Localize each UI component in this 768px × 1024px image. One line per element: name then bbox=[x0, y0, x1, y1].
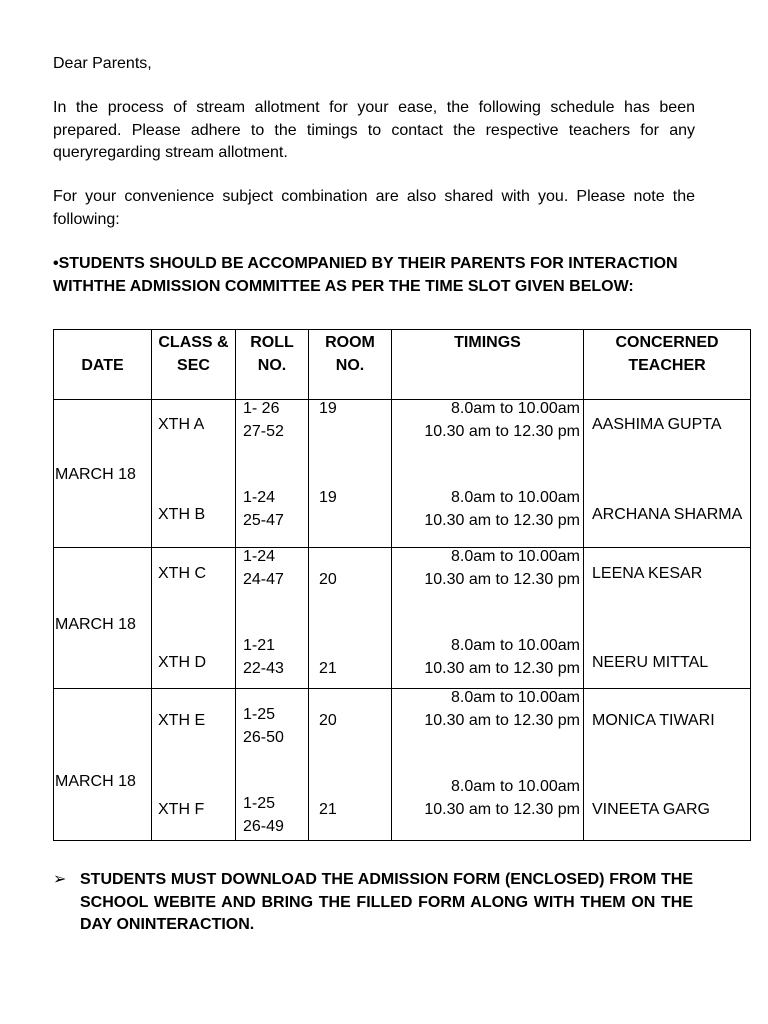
timings-cell bbox=[392, 548, 584, 689]
roll-text: 25-47 bbox=[243, 512, 284, 529]
schedule-table bbox=[53, 329, 751, 841]
date-cell bbox=[54, 548, 152, 689]
class-text: XTH B bbox=[158, 506, 206, 523]
class-cell bbox=[152, 689, 236, 841]
class-cell bbox=[152, 400, 236, 548]
teacher-cell bbox=[584, 400, 751, 548]
table-row bbox=[54, 689, 751, 841]
roll-cell bbox=[236, 548, 309, 689]
roll-text: 1-24 bbox=[243, 548, 276, 565]
teacher-cell bbox=[584, 689, 751, 841]
download-form-notice bbox=[53, 869, 693, 937]
date-text: MARCH 18 bbox=[55, 616, 136, 633]
timing-text: 10.30 am to 12.30 pm bbox=[424, 801, 580, 818]
intro-paragraph: In the process of stream allotment for your ease, the following schedule has been prepared. Please adhere to the timings to contact the respective teachers for any queryregarding stream allotment. bbox=[53, 99, 695, 161]
header-class-sec: CLASS & SEC bbox=[152, 330, 236, 400]
roll-text: 24-47 bbox=[243, 571, 284, 588]
teacher-text: ARCHANA SHARMA bbox=[592, 506, 743, 523]
date-cell bbox=[54, 400, 152, 548]
class-cell bbox=[152, 548, 236, 689]
timing-text: 8.0am to 10.00am bbox=[451, 689, 580, 706]
date-text: MARCH 18 bbox=[55, 773, 136, 790]
header-timings: TIMINGS bbox=[392, 330, 584, 400]
table-row bbox=[54, 400, 751, 548]
arrow-bullet-icon: ➢ bbox=[53, 871, 67, 888]
table-header-row bbox=[54, 330, 751, 400]
timing-text: 10.30 am to 12.30 pm bbox=[424, 571, 580, 588]
salutation: Dear Parents, bbox=[53, 55, 152, 72]
header-roll-no: ROLL NO. bbox=[236, 330, 309, 400]
room-cell bbox=[309, 689, 392, 841]
room-text: 20 bbox=[319, 712, 337, 729]
room-cell bbox=[309, 400, 392, 548]
timing-text: 10.30 am to 12.30 pm bbox=[424, 712, 580, 729]
class-text: XTH A bbox=[158, 416, 205, 433]
roll-text: 22-43 bbox=[243, 660, 284, 677]
teacher-text: NEERU MITTAL bbox=[592, 654, 709, 671]
timing-text: 8.0am to 10.00am bbox=[451, 637, 580, 654]
header-teacher: CONCERNED TEACHER bbox=[584, 330, 751, 400]
roll-text: 1-25 bbox=[243, 795, 276, 812]
table-row bbox=[54, 548, 751, 689]
roll-cell bbox=[236, 400, 309, 548]
room-cell bbox=[309, 548, 392, 689]
timing-text: 8.0am to 10.00am bbox=[451, 400, 580, 417]
timing-text: 8.0am to 10.00am bbox=[451, 778, 580, 795]
teacher-text: LEENA KESAR bbox=[592, 565, 703, 582]
class-text: XTH D bbox=[158, 654, 206, 671]
download-form-text: STUDENTS MUST DOWNLOAD THE ADMISSION FORM (ENCLOSED) FROM THE SCHOOL WEBITE AND BRING THE FILLED FORM ALONG WITH THEM ON THE DAY ONINTERACTION. bbox=[80, 871, 693, 933]
teacher-text: VINEETA GARG bbox=[592, 801, 710, 818]
roll-text: 1-24 bbox=[243, 489, 276, 506]
date-cell bbox=[54, 689, 152, 841]
room-text: 20 bbox=[319, 571, 337, 588]
roll-text: 26-50 bbox=[243, 729, 284, 746]
room-text: 21 bbox=[319, 660, 337, 677]
roll-text: 27-52 bbox=[243, 423, 284, 440]
class-text: XTH C bbox=[158, 565, 206, 582]
roll-text: 1- 26 bbox=[243, 400, 280, 417]
teacher-text: MONICA TIWARI bbox=[592, 712, 715, 729]
room-text: 21 bbox=[319, 801, 337, 818]
date-text: MARCH 18 bbox=[55, 466, 136, 483]
timing-text: 10.30 am to 12.30 pm bbox=[424, 660, 580, 677]
timing-text: 10.30 am to 12.30 pm bbox=[424, 423, 580, 440]
room-text: 19 bbox=[319, 400, 337, 417]
timings-cell bbox=[392, 400, 584, 548]
timings-cell bbox=[392, 689, 584, 841]
timing-text: 10.30 am to 12.30 pm bbox=[424, 512, 580, 529]
class-text: XTH F bbox=[158, 801, 205, 818]
teacher-text: AASHIMA GUPTA bbox=[592, 416, 722, 433]
header-room-no: ROOM NO. bbox=[309, 330, 392, 400]
teacher-cell bbox=[584, 548, 751, 689]
convenience-paragraph: For your convenience subject combination are also shared with you. Please note the following: bbox=[53, 188, 695, 228]
header-date: DATE bbox=[54, 330, 152, 400]
roll-text: 1-21 bbox=[243, 637, 276, 654]
accompany-notice: •STUDENTS SHOULD BE ACCOMPANIED BY THEIR PARENTS FOR INTERACTION WITHTHE ADMISSION COMMITTEE AS PER THE TIME SLOT GIVEN BELOW: bbox=[53, 255, 678, 295]
roll-text: 1-25 bbox=[243, 706, 276, 723]
timing-text: 8.0am to 10.00am bbox=[451, 548, 580, 565]
timing-text: 8.0am to 10.00am bbox=[451, 489, 580, 506]
roll-text: 26-49 bbox=[243, 818, 284, 835]
room-text: 19 bbox=[319, 489, 337, 506]
roll-cell bbox=[236, 689, 309, 841]
class-text: XTH E bbox=[158, 712, 206, 729]
